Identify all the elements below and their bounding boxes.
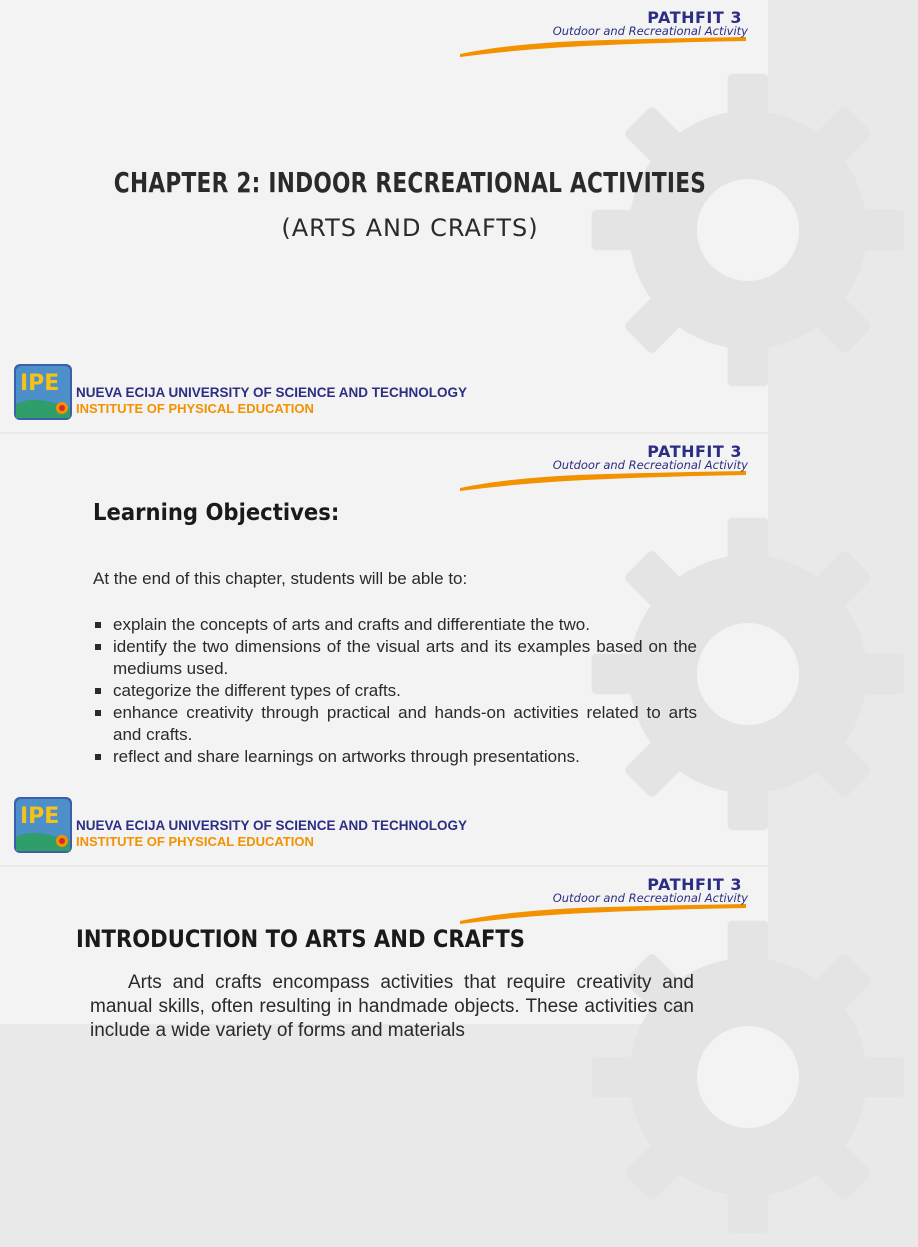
footer-institute: INSTITUTE OF PHYSICAL EDUCATION [76, 834, 314, 849]
brand-header [448, 6, 748, 76]
section-heading: Learning Objectives: [93, 500, 340, 526]
list-item: explain the concepts of arts and crafts and differentiate the two. [93, 614, 697, 636]
ipe-logo-icon [14, 364, 72, 420]
brand-subtitle: Outdoor and Recreational Activity [552, 458, 748, 472]
chapter-title: CHAPTER 2: INDOOR RECREATIONAL ACTIVITIES [113, 166, 707, 199]
list-item: identify the two dimensions of the visual arts and its examples based on the mediums used. [93, 636, 697, 680]
objectives-intro: At the end of this chapter, students will be able to: [93, 569, 468, 588]
gear-decoration-icon [578, 907, 918, 1247]
brand-title: PATHFIT 3 [647, 8, 742, 27]
brand-subtitle: Outdoor and Recreational Activity [552, 891, 748, 905]
list-item: reflect and share learnings on artworks through presentations. [93, 746, 697, 768]
chapter-subtitle: (ARTS AND CRAFTS) [281, 214, 539, 242]
brand-subtitle: Outdoor and Recreational Activity [552, 24, 748, 38]
slide-title [0, 0, 768, 432]
intro-paragraph: Arts and crafts encompass activities that require creativity and manual skills, often resulting in handmade objects. These activities can include a wide variety of forms and materials [90, 972, 694, 1041]
list-item: categorize the different types of crafts. [93, 680, 697, 702]
footer-institute: INSTITUTE OF PHYSICAL EDUCATION [76, 401, 314, 416]
brand-title: PATHFIT 3 [647, 442, 742, 461]
list-item: enhance creativity through practical and hands-on activities related to arts and crafts. [93, 702, 697, 746]
slide-introduction [0, 867, 768, 1041]
brand-title: PATHFIT 3 [647, 875, 742, 894]
ipe-logo-icon [14, 797, 72, 853]
objectives-list [93, 614, 697, 768]
footer-university: NUEVA ECIJA UNIVERSITY OF SCIENCE AND TECHNOLOGY [76, 818, 468, 833]
slide-learning-objectives [0, 434, 768, 865]
section-heading: INTRODUCTION TO ARTS AND CRAFTS [76, 925, 525, 953]
footer-university: NUEVA ECIJA UNIVERSITY OF SCIENCE AND TECHNOLOGY [76, 385, 468, 400]
brand-header [448, 440, 748, 510]
